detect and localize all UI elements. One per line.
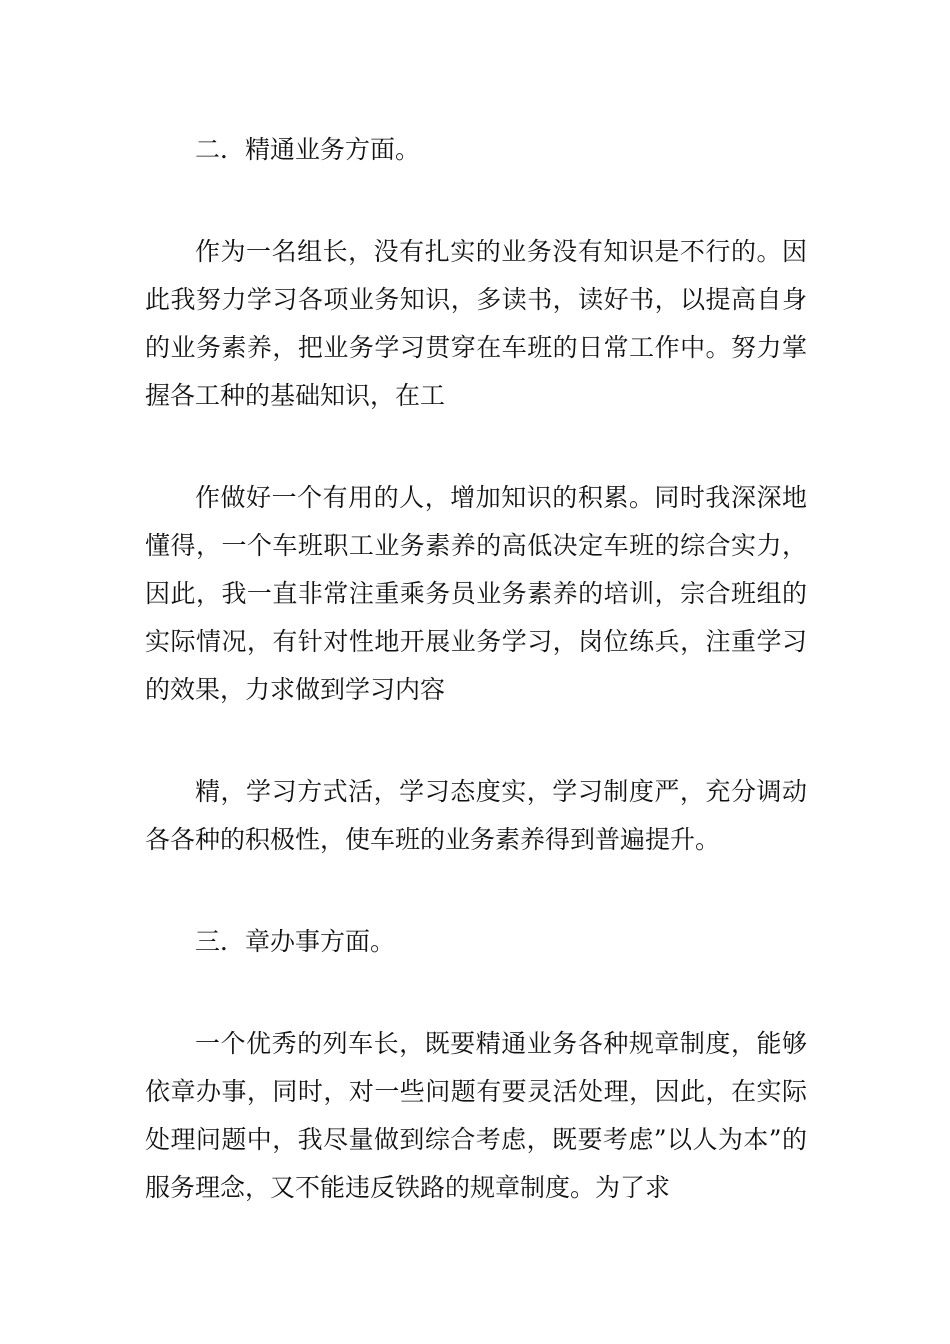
- paragraph-gap: [145, 864, 807, 918]
- paragraph-gap: [145, 714, 807, 768]
- paragraph-1: 作为一名组长，没有扎实的业务没有知识是不行的。因此我努力学习各项业务知识，多读书，读好书，以提高自身的业务素养，把业务学习贯穿在车班的日常工作中。努力掌握各工种的基础知识，在工: [145, 237, 807, 410]
- paragraph-gap: [145, 420, 807, 474]
- paragraph-2: 作做好一个有用的人，增加知识的积累。同时我深深地懂得，一个车班职工业务素养的高低决定车班的综合实力，因此，我一直非常注重乘务员业务素养的培训，宗合班组的实际情况，有针对性地开展业务学习，岗位练兵，注重学习的效果，力求做到学习内容: [145, 483, 807, 704]
- document-body: [145, 126, 807, 1212]
- paragraph-gap: [145, 174, 807, 228]
- paragraph-3: 精，学习方式活，学习态度实，学习制度严，充分调动各各种的积极性，使车班的业务素养得到普遍提升。: [145, 777, 807, 854]
- paragraph-gap: [145, 966, 807, 1020]
- paragraph-4: 一个优秀的列车长，既要精通业务各种规章制度，能够依章办事，同时，对一些问题有要灵活处理，因此，在实际处理问题中，我尽量做到综合考虑，既要考虑”以人为本”的服务理念，又不能违反铁路的规章制度。为了求: [145, 1029, 807, 1202]
- section-heading-2: 二．精通业务方面。: [195, 135, 421, 164]
- section-heading-3: 三．章办事方面。: [195, 927, 396, 956]
